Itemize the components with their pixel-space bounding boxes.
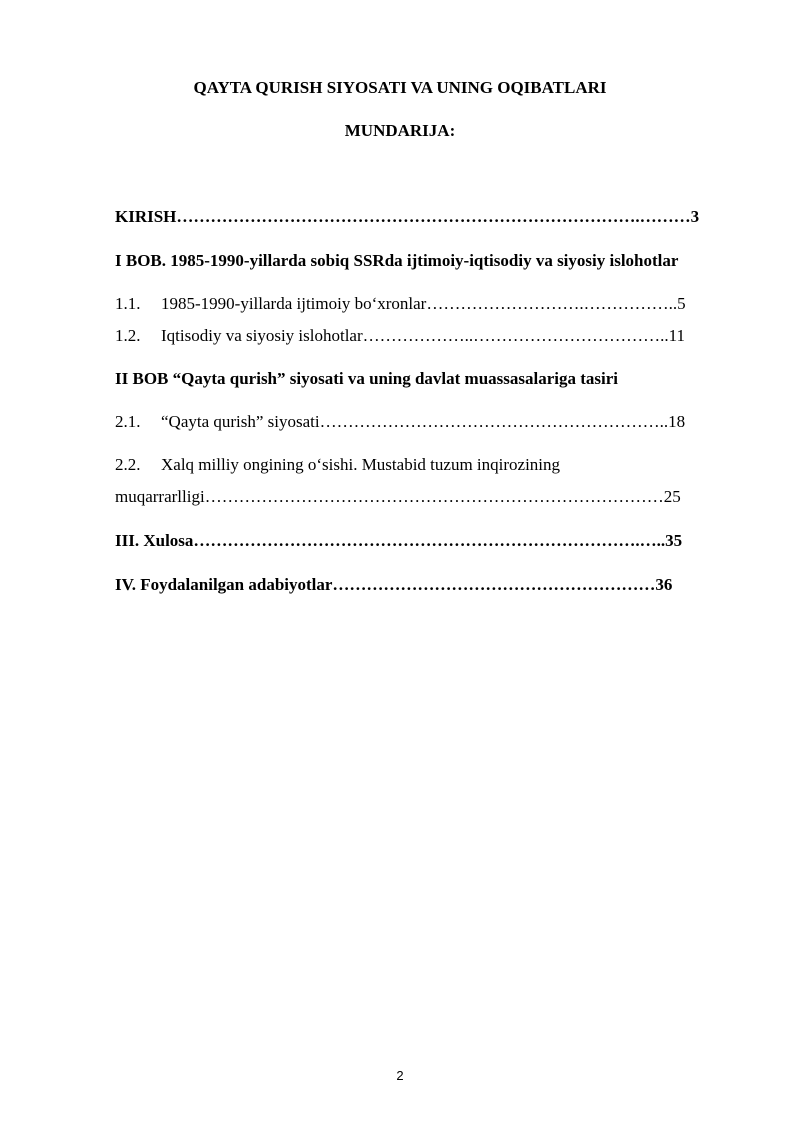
toc-entry-2-1 (115, 411, 741, 433)
toc-entry-number: 2.1. (115, 412, 141, 431)
document-title: QAYTA QURISH SIYOSATI VA UNING OQIBATLARI (193, 78, 607, 97)
toc-chapter-1: I BOB. 1985-1990-yillarda sobiq SSRda ijtimoiy-iqtisodiy va siyosiy islohotlar (115, 251, 679, 270)
toc-entry-text: 1985-1990-yillarda ijtimoiy bo‘xronlar……………………….……………..5 (161, 294, 686, 313)
toc-entry-number: 1.1. (115, 294, 141, 313)
toc-entry-1-2 (115, 325, 741, 347)
toc-entry-1-1 (115, 293, 741, 315)
toc-entry-2-2 (115, 454, 741, 476)
toc-entry-number: 2.2. (115, 455, 141, 474)
toc-entry-number: 1.2. (115, 326, 141, 345)
toc-entry-text: Xalq milliy ongining o‘sishi. Mustabid tuzum inqirozining (161, 455, 561, 474)
toc-entry-2-2-continued: muqarrarlligi………………………………………………………………………25 (115, 487, 681, 506)
toc-entry-text: “Qayta qurish” siyosati……………………………………………………..18 (161, 412, 686, 431)
toc-heading: MUNDARIJA: (344, 121, 456, 140)
toc-entry-xulosa: III. Xulosa…………………………………………………………………….…..35 (115, 531, 683, 550)
toc-entry-adabiyotlar: IV. Foydalanilgan adabiyotlar…………………………………………………36 (115, 575, 673, 594)
toc-entry-kirish: KIRISH……………………………………………………………………….………3 (115, 207, 700, 226)
page-number: 2 (396, 1068, 404, 1083)
toc-entry-text: Iqtisodiy va siyosiy islohotlar………………..……………………………..11 (161, 326, 686, 345)
toc-chapter-2: II BOB “Qayta qurish” siyosati va uning davlat muassasalariga tasiri (115, 369, 619, 388)
